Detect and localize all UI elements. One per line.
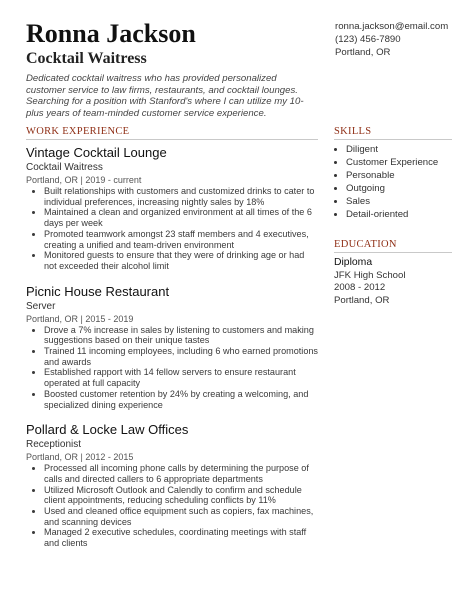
job-bullet: • Monitored guests to ensure that they were of drinking age or had not exceeded their alcohol limit xyxy=(44,250,318,271)
skills-list xyxy=(334,143,452,221)
skill-item: • Outgoing xyxy=(346,182,452,195)
education-school: JFK High School xyxy=(334,269,406,281)
job-entry xyxy=(26,283,318,411)
job-title: Server xyxy=(26,300,56,312)
job-meta: Portland, OR | 2015 - 2019 xyxy=(26,313,134,324)
job-bullets xyxy=(26,325,318,411)
job-bullet: • Boosted customer retention by 24% by creating a welcoming, and specialized dining experience xyxy=(44,389,318,410)
job-company: Vintage Cocktail Lounge xyxy=(26,145,167,160)
job-bullet: • Used and cleaned office equipment such as copiers, fax machines, and scanning devices xyxy=(44,506,318,527)
contact-email: ronna.jackson@email.com xyxy=(335,21,449,32)
education-heading: EDUCATION xyxy=(334,239,397,250)
skill-item: • Personable xyxy=(346,169,452,182)
education-entry xyxy=(334,257,452,307)
job-meta: Portland, OR | 2012 - 2015 xyxy=(26,452,134,463)
section-divider xyxy=(334,139,452,140)
section-divider xyxy=(26,139,318,140)
contact-location: Portland, OR xyxy=(335,47,391,59)
education-location: Portland, OR xyxy=(334,294,390,306)
candidate-name: Ronna Jackson xyxy=(26,19,196,48)
education-degree: Diploma xyxy=(334,257,373,268)
work-experience-section xyxy=(26,126,318,549)
job-bullet: • Trained 11 incoming employees, including 6 who earned promotions and awards xyxy=(44,346,318,367)
education-years: 2008 - 2012 xyxy=(334,282,386,294)
job-bullet: • Drove a 7% increase in sales by listening to customers and making suggestions based on their unique tastes xyxy=(44,325,318,346)
candidate-role: Cocktail Waitress xyxy=(26,50,147,67)
work-experience-heading: WORK EXPERIENCE xyxy=(26,126,130,137)
skills-heading: SKILLS xyxy=(334,126,372,137)
sidebar-column xyxy=(334,126,452,307)
job-entry xyxy=(26,421,318,549)
job-meta: Portland, OR | 2019 - current xyxy=(26,175,142,185)
job-company: Pollard & Locke Law Offices xyxy=(26,422,189,438)
skill-item: • Sales xyxy=(346,195,452,208)
skill-item: • Customer Experience xyxy=(346,156,452,169)
job-bullet: • Promoted teamwork amongst 23 staff members and 4 executives, creating a unified and team-driven environment xyxy=(44,229,318,250)
section-divider xyxy=(334,252,452,253)
job-title: Cocktail Waitress xyxy=(26,162,103,173)
job-bullet: • Managed 2 executive schedules, coordinating meetings with staff and clients xyxy=(44,527,318,548)
contact-block xyxy=(335,20,448,60)
job-entry xyxy=(26,144,318,272)
resume-header xyxy=(26,20,316,119)
education-section xyxy=(334,239,452,307)
skill-item: • Detail-oriented xyxy=(346,208,452,221)
job-bullet: • Maintained a clean and organized environment at all times of the 6 days per week xyxy=(44,207,318,228)
job-company: Picnic House Restaurant xyxy=(26,283,170,299)
summary-text: Dedicated cocktail waitress who has provided personalized customer service to law firms, restaurants, and cocktail lounges. Searching for a position with Stanford's where I can utilize my 10-plus years of team-minded customer service experience. xyxy=(26,73,304,119)
skill-item: • Diligent xyxy=(346,143,452,156)
job-bullets xyxy=(26,186,318,272)
job-bullet: • Established rapport with 14 fellow servers to ensure restaurant operated at full capacity xyxy=(44,367,318,388)
job-title: Receptionist xyxy=(26,439,82,451)
contact-phone: (123) 456-7890 xyxy=(335,34,401,46)
skills-section xyxy=(334,126,452,221)
job-bullets xyxy=(26,463,318,549)
job-bullet: • Processed all incoming phone calls by determining the purpose of calls and directed callers to 6 appropriate departments xyxy=(44,463,318,484)
job-bullet: • Built relationships with customers and customized drinks to cater to individual preferences, increasing nightly sales by 18% xyxy=(44,186,318,207)
job-bullet: • Utilized Microsoft Outlook and Calendly to confirm and schedule client appointments, reducing scheduling conflicts by 11% xyxy=(44,485,318,506)
